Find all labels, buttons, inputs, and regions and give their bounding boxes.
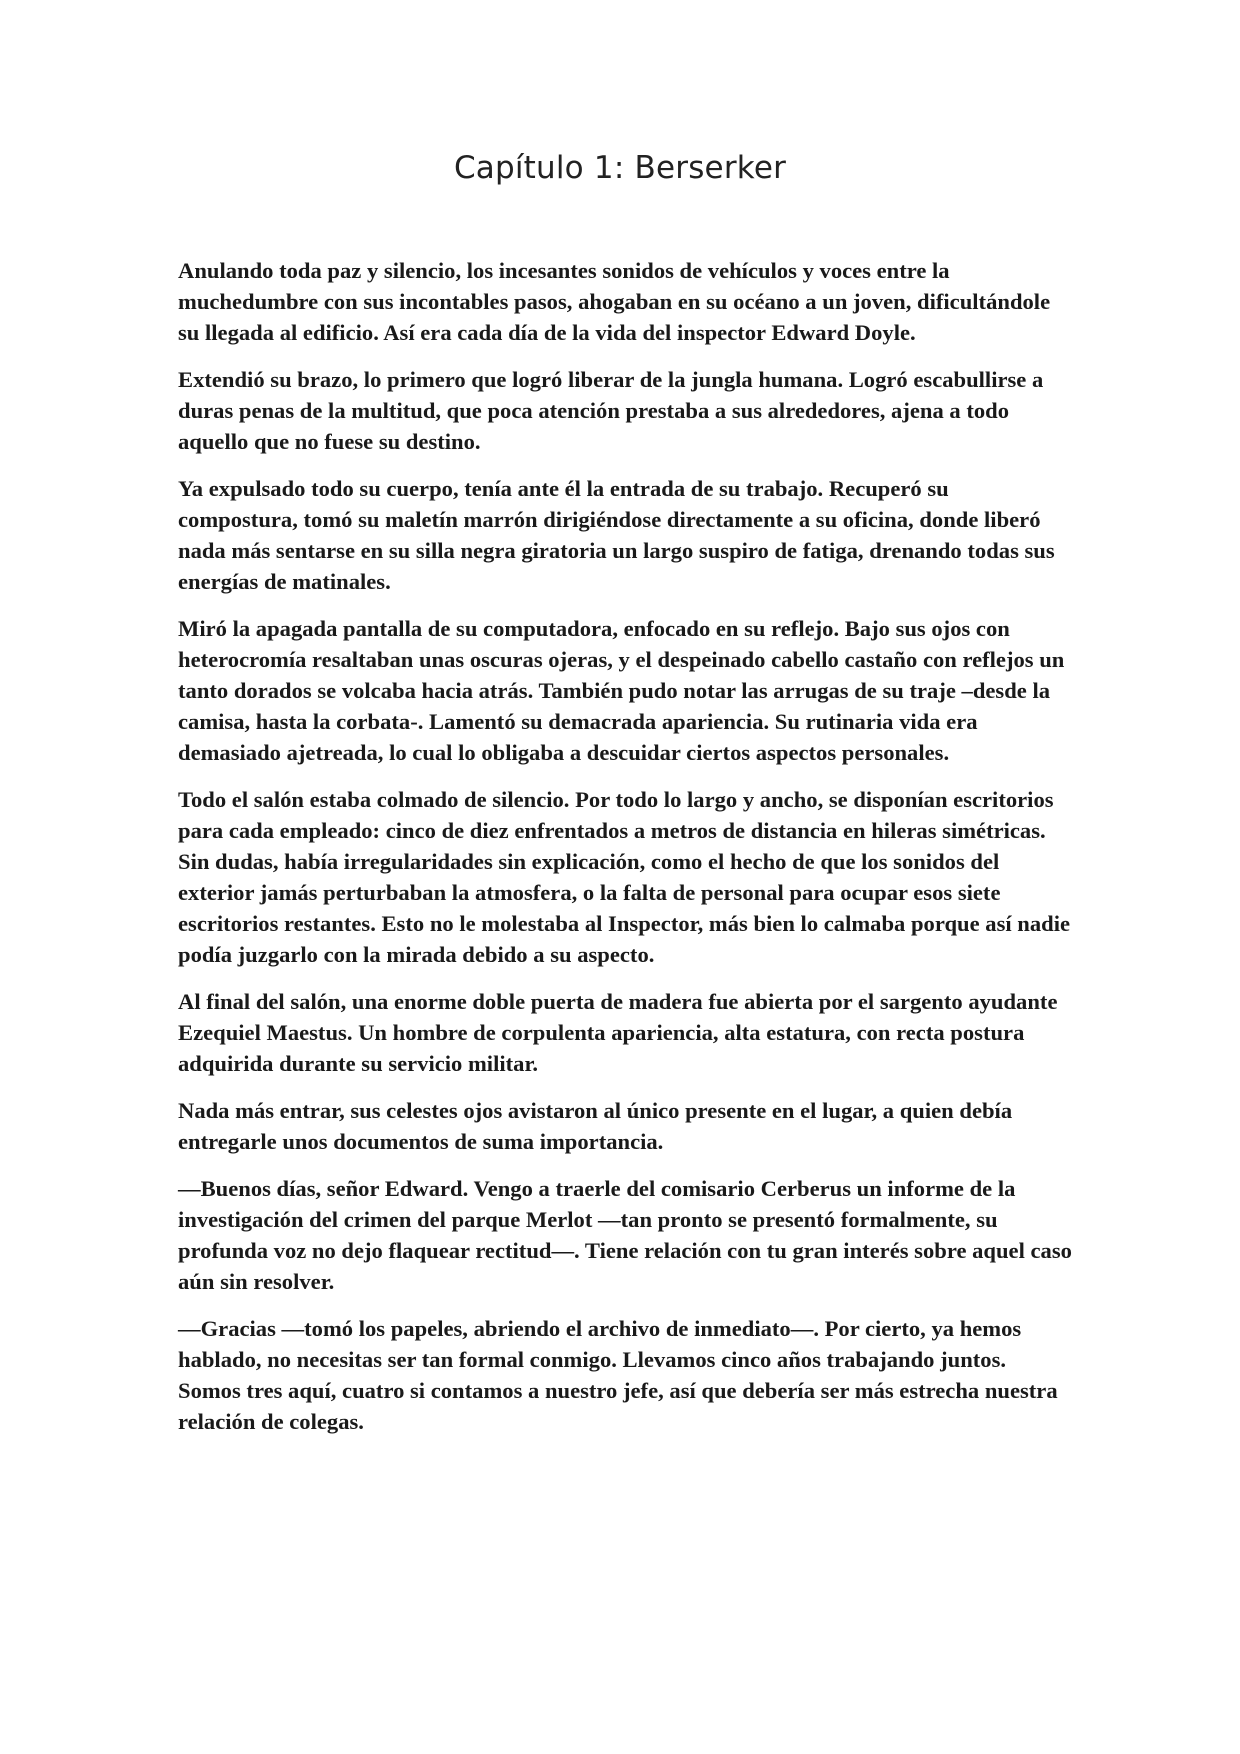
paragraph: Anulando toda paz y silencio, los incesantes sonidos de vehículos y voces entre la muchedumbre con sus incontables pasos, ahogaban en su océano a un joven, dificultándole su llegada al edificio. Así era cada día de la vida del inspector Edward Doyle. [178, 258, 1051, 345]
paragraph: Extendió su brazo, lo primero que logró liberar de la jungla humana. Logró escabullirse a duras penas de la multitud, que poca atención prestaba a sus alrededores, ajena a todo aquello que no fuese su destino. [178, 367, 1044, 454]
paragraph: Miró la apagada pantalla de su computadora, enfocado en su reflejo. Bajo sus ojos con heterocromía resaltaban unas oscuras ojeras, y el despeinado cabello castaño con reflejos un tanto dorados se volcaba hacia atrás. También pudo notar las arrugas de su traje –desde la camisa, hasta la corbata-. Lamentó su demacrada apariencia. Su rutinaria vida era demasiado ajetreada, lo cual lo obligaba a descuidar ciertos aspectos personales. [178, 616, 1065, 765]
paragraph: —Gracias —tomó los papeles, abriendo el archivo de inmediato—. Por cierto, ya hemos hablado, no necesitas ser tan formal conmigo. Llevamos cinco años trabajando juntos. Somos tres aquí, cuatro si contamos a nuestro jefe, así que debería ser más estrecha nuestra relación de colegas. [178, 1316, 1058, 1434]
paragraph: —Buenos días, señor Edward. Vengo a traerle del comisario Cerberus un informe de la investigación del crimen del parque Merlot —tan pronto se presentó formalmente, su profunda voz no dejo flaquear rectitud—. Tiene relación con tu gran interés sobre aquel caso aún sin resolver. [178, 1176, 1072, 1294]
chapter-title: Capítulo 1: Berserker [453, 150, 787, 186]
chapter-body [178, 255, 1073, 1453]
paragraph: Nada más entrar, sus celestes ojos avistaron al único presente en el lugar, a quien debía entregarle unos documentos de suma importancia. [178, 1098, 1013, 1154]
paragraph: Ya expulsado todo su cuerpo, tenía ante él la entrada de su trabajo. Recuperó su compostura, tomó su maletín marrón dirigiéndose directamente a su oficina, donde liberó nada más sentarse en su silla negra giratoria un largo suspiro de fatiga, drenando todas sus energías de matinales. [178, 476, 1055, 594]
paragraph: Todo el salón estaba colmado de silencio. Por todo lo largo y ancho, se disponían escritorios para cada empleado: cinco de diez enfrentados a metros de distancia en hileras simétricas. Sin dudas, había irregularidades sin explicación, como el hecho de que los sonidos del exterior jamás perturbaban la atmosfera, o la falta de personal para ocupar esos siete escritorios restantes. Esto no le molestaba al Inspector, más bien lo calmaba porque así nadie podía juzgarlo con la mirada debido a su aspecto. [178, 787, 1071, 967]
paragraph: Al final del salón, una enorme doble puerta de madera fue abierta por el sargento ayudante Ezequiel Maestus. Un hombre de corpulenta apariencia, alta estatura, con recta postura adquirida durante su servicio militar. [178, 989, 1058, 1076]
